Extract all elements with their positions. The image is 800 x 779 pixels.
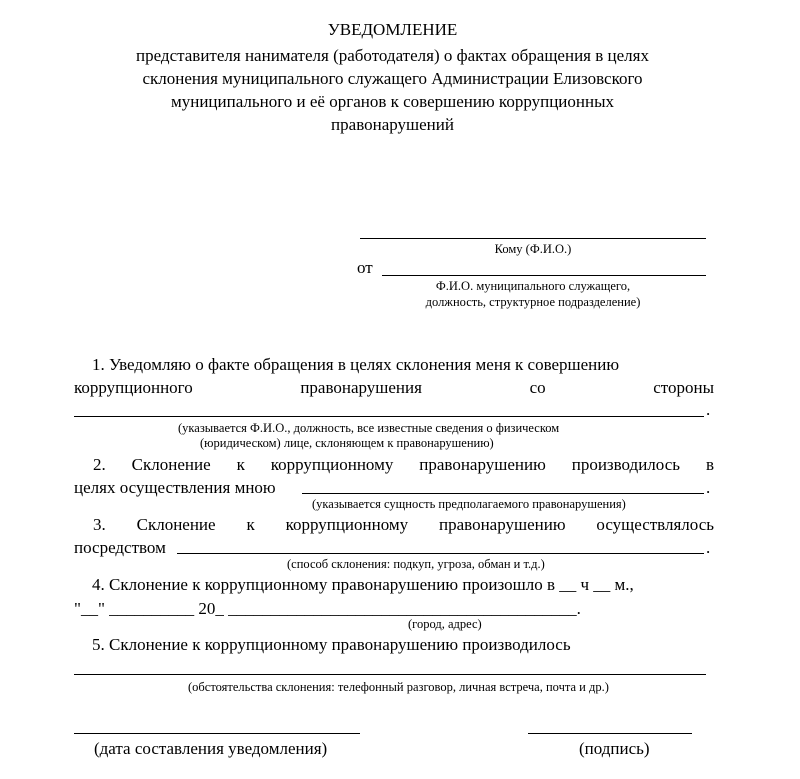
item-4-line-2: "__" __________ 20_ _________________________________________. [74,599,581,618]
document-title: УВЕДОМЛЕНИЕ [327,20,458,39]
item-3-word: к [246,515,255,534]
item-5-caption: (обстоятельства склонения: телефонный разговор, личная встреча, почта и др.) [188,680,609,694]
item-2-caption: (указывается сущность предполагаемого правонарушения) [312,497,626,511]
item-1-fill-line[interactable] [74,416,704,417]
from-name-line[interactable] [382,275,706,276]
item-1-word: со [529,378,546,397]
item-1-word: стороны [653,378,714,397]
item-1-caption-1: (указывается Ф.И.О., должность, все известные сведения о физическом [178,421,560,435]
subtitle-line-3: муниципального и её органов к совершению коррупционных [170,92,615,111]
item-2-period: . [706,478,711,497]
item-2-fill-line[interactable] [302,493,704,494]
item-1-caption-2: (юридическом) лице, склоняющем к правонарушению) [200,436,494,450]
item-4-caption: (город, адрес) [408,617,482,631]
subtitle-line-4: правонарушений [331,115,454,134]
subtitle-line-1: представителя нанимателя (работодателя) о фактах обращения в целях [136,46,649,65]
item-3-caption: (способ склонения: подкуп, угроза, обман и т.д.) [287,557,545,571]
item-3-word: коррупционному [285,515,409,534]
date-line[interactable] [74,733,360,734]
to-name-line[interactable] [360,238,706,239]
item-3-word: 3. [93,515,106,534]
item-3-line-2: посредством [74,538,166,557]
signature-line[interactable] [528,733,692,734]
date-caption: (дата составления уведомления) [94,739,328,758]
item-3-period: . [706,538,711,557]
to-caption: Кому (Ф.И.О.) [494,242,572,256]
item-2-word: правонарушению [419,455,546,474]
item-1-line-2 [74,378,714,398]
from-caption-1: Ф.И.О. муниципального служащего, [435,279,631,293]
item-4-line-1: 4. Склонение к коррупционному правонарушению произошло в __ ч __ м., [92,575,634,594]
item-1-line-1: 1. Уведомляю о факте обращения в целях склонения меня к совершению [92,355,620,374]
item-2-line-1 [93,455,714,475]
subtitle-line-2: склонения муниципального служащего Администрации Елизовского [142,69,643,88]
item-1-period: . [706,400,711,419]
item-5-line-1: 5. Склонение к коррупционному правонарушению производилось [92,635,571,654]
item-2-word: в [705,455,714,474]
item-3-word: Склонение [136,515,216,534]
item-2-word: коррупционному [270,455,394,474]
item-1-word: коррупционного [74,378,193,397]
item-3-line-1 [93,515,714,535]
item-1-word: правонарушения [300,378,422,397]
item-2-word: 2. [93,455,106,474]
item-2-word: Склонение [131,455,211,474]
item-5-fill-line[interactable] [74,674,706,675]
item-2-word: производилось [571,455,681,474]
item-3-word: правонарушению [439,515,566,534]
item-2-line-2: целях осуществления мною [74,478,276,497]
signature-caption: (подпись) [579,739,650,758]
item-3-word: осуществлялось [596,515,714,534]
from-prefix: от [357,258,373,277]
item-2-word: к [236,455,245,474]
from-caption-2: должность, структурное подразделение) [425,295,641,309]
item-3-fill-line[interactable] [177,553,704,554]
